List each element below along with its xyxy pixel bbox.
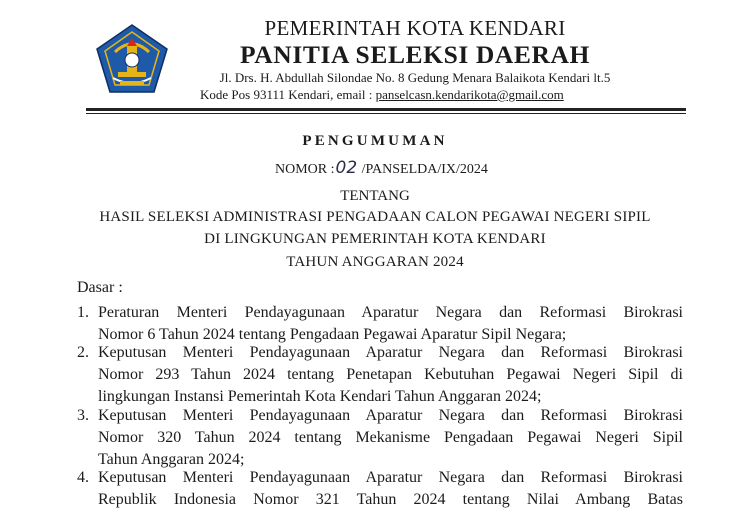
basis-item-line: Peraturan Menteri Pendayagunaan Aparatur Negara dan Reformasi Birokrasi <box>98 304 683 321</box>
basis-item <box>77 342 683 408</box>
subject-line: TAHUN ANGGARAN 2024 <box>286 254 464 270</box>
basis-item-number: 3. <box>77 407 89 424</box>
basis-item-line: Keputusan Menteri Pendayagunaan Aparatur Negara dan Reformasi Birokrasi <box>98 344 683 361</box>
office-address: Jl. Drs. H. Abdullah Silondae No. 8 Gedung Menara Balaikota Kendari lt.5 <box>219 70 611 85</box>
basis-item <box>77 405 683 471</box>
announcement-title: PENGUMUMAN <box>302 133 448 149</box>
basis-item-line: Tahun Anggaran 2024; <box>98 451 245 468</box>
basis-item <box>77 467 683 511</box>
number-suffix: /PANSELDA/IX/2024 <box>358 162 488 177</box>
basis-item-line: Republik Indonesia Nomor 321 Tahun 2024 tentang Nilai Ambang Batas <box>98 491 683 508</box>
basis-item-number: 2. <box>77 344 89 361</box>
basis-item-line: Nomor 293 Tahun 2024 tentang Penetapan Kebutuhan Pegawai Negeri Sipil di <box>98 366 683 383</box>
basis-item-number: 1. <box>77 304 89 321</box>
kendari-city-emblem-icon <box>93 22 171 96</box>
letterhead-divider-thin <box>86 113 686 114</box>
basis-item-line: Nomor 320 Tahun 2024 tentang Mekanisme Pengadaan Pegawai Negeri Sipil <box>98 429 683 446</box>
postal-code-text: Kode Pos 93111 Kendari, email : <box>200 87 376 102</box>
email-link[interactable]: panselcasn.kendarikota@gmail.com <box>375 87 564 102</box>
subject-line: HASIL SELEKSI ADMINISTRASI PENGADAAN CALON PEGAWAI NEGERI SIPIL <box>99 209 651 225</box>
basis-item-number: 4. <box>77 469 89 486</box>
number-prefix: NOMOR : <box>275 162 335 177</box>
government-name: PEMERINTAH KOTA KENDARI <box>264 16 566 40</box>
letterhead-divider-thick <box>86 108 686 111</box>
basis-item-line: Keputusan Menteri Pendayagunaan Aparatur Negara dan Reformasi Birokrasi <box>98 407 683 424</box>
about-heading: TENTANG <box>340 188 410 204</box>
announcement-number <box>275 158 488 178</box>
subject-line: DI LINGKUNGAN PEMERINTAH KOTA KENDARI <box>204 231 546 247</box>
basis-item <box>77 302 683 346</box>
handwritten-number: 02 <box>335 158 358 178</box>
basis-label: Dasar : <box>77 279 123 296</box>
committee-name: PANITIA SELEKSI DAERAH <box>240 40 590 69</box>
basis-item-line: Keputusan Menteri Pendayagunaan Aparatur Negara dan Reformasi Birokrasi <box>98 469 683 486</box>
contact-line <box>200 87 564 103</box>
basis-item-line: lingkungan Instansi Pemerintah Kota Kendari Tahun Anggaran 2024; <box>98 388 542 405</box>
basis-item-line: Nomor 6 Tahun 2024 tentang Pengadaan Pegawai Aparatur Sipil Negara; <box>98 326 567 343</box>
